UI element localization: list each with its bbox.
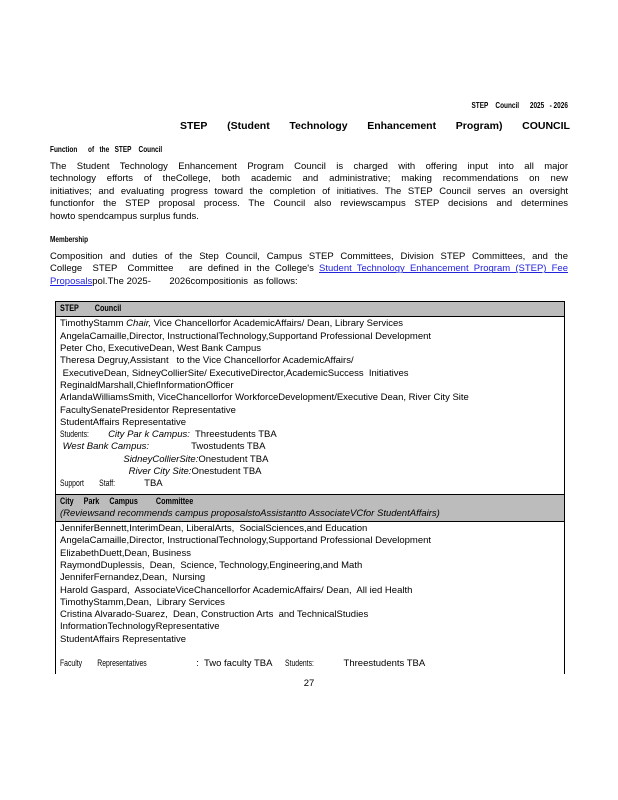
table-row [60,405,560,417]
text-segment: JenniferBennett,InterimDean, LiberalArts, SocialSciences,and Education [60,523,368,535]
page-number: 27 [303,678,315,689]
italic-segment: West Bank Campus: [62,441,150,453]
page-content [50,100,568,674]
table-row [60,597,560,609]
text-segment: ExecutiveDean, SidneyCollierSite/ ExecutiveDirector,AcademicSuccess Initiatives [60,367,409,379]
text-segment: Threestudents TBA [189,429,277,441]
text-segment [100,429,108,440]
function-paragraph [50,161,568,223]
table-row [60,572,560,584]
italic-segment: SidneyCollierSite: [123,453,199,465]
table-row [60,368,560,380]
text-segment: Twostudents TBA [149,441,266,453]
text-segment: Cristina Alvarado-Suarez, Dean, Construction Arts and TechnicalStudies [60,609,369,621]
table-row [60,392,560,404]
city-park-body [56,522,564,674]
text-segment: AngelaCamaille,Director, InstructionalTechnology,Supportand Professional Development [60,330,432,342]
city-park-header [56,494,564,522]
table-row [60,658,560,670]
text-segment: Harold Gaspard, AssociateViceChancellorfor AcademicAffairs/ Dean, All ied Health [60,584,413,596]
step-council-header [56,302,564,317]
table-row [60,331,560,343]
narrow-label: Support Staff: [60,478,116,490]
text-segment: Threestudents TBA [325,658,426,670]
title-word: Enhancement [367,120,437,132]
text-segment: Onestudent TBA [198,453,269,465]
text-segment: TimothyStamm,Dean, Library Services [60,596,225,608]
table-row [60,609,560,621]
table-row [60,548,560,560]
paragraph-line: howto spendcampus surplus funds. [50,210,199,222]
membership-paragraph [50,251,568,288]
table-row [60,454,560,466]
paragraph-line [50,263,568,275]
title-word: COUNCIL [522,120,570,132]
running-header [50,100,568,111]
narrow-label: Students: [285,658,315,670]
table-row [60,523,560,535]
table-row [60,621,560,633]
title-word: Technology [289,120,348,132]
text-segment [60,466,129,477]
text-segment: StudentAffairs Representative [60,416,187,428]
text-segment: JenniferFernandez,Dean, Nursing [60,572,206,584]
text-segment: ArlandaWilliamsSmith, ViceChancellorfor WorkforceDevelopment/Executive Dean, River City Site [60,392,469,404]
text-segment: Theresa Degruy,Assistant to the Vice Chancellorfor AcademicAffairs/ [60,355,354,367]
city-park-header-text: City Park Campus Committee [60,495,194,507]
italic-segment: City Par k Campus: [108,429,190,441]
table-row [60,429,560,441]
city-park-header-line [60,496,560,508]
table-row [60,646,560,658]
paragraph-line: functionfor the STEP proposal process. The Council also reviewscampus STEP decisions and determines [50,198,568,210]
title-word: STEP [180,120,208,132]
running-header-text: STEP Council 2025 - 2026 [471,100,568,110]
text-segment: ElizabethDuett,Dean, Business [60,547,191,559]
text-segment: Onestudent TBA [191,466,262,478]
table-row [60,318,560,330]
membership-table [55,301,565,673]
italic-segment: River City Site: [128,466,192,478]
paragraph-line: initiatives; and evaluating progress toward the completion of initiatives. The STEP Council serves an oversight [50,185,568,197]
page-title [180,120,570,132]
text-segment: Peter Cho, ExecutiveDean, West Bank Campus [60,343,262,355]
table-row [60,466,560,478]
paragraph-line: The Student Technology Enhancement Program Council is charged with offering input into all major [50,161,568,172]
text-segment: RaymondDuplessis, Dean, Science, Technology,Engineering,and Math [60,559,363,571]
title-word: (Student [227,120,270,132]
table-row [60,560,560,572]
paragraph-text: 2026compositionis as follows: [169,275,298,287]
text-segment: TimothyStamm [60,318,127,330]
narrow-label: Students: [60,429,89,441]
text-segment: StudentAffairs Representative [60,633,187,645]
paragraph-line: Composition and duties of the Step Council, Campus STEP Committees, Division STEP Committees, and the [50,251,568,263]
text-segment: InformationTechnologyRepresentative [60,621,220,633]
table-row [60,343,560,355]
step-council-header-text: STEP Council [60,303,122,315]
title-word: Program) [455,120,503,132]
paragraph-text: pol.The 2025- [92,275,170,287]
table-row [60,535,560,547]
table-row [60,478,560,490]
step-council-body [56,317,564,493]
text-segment: Vice Chancellorfor AcademicAffairs/ Dean, Library Services [151,318,404,330]
text-segment: TBA [136,478,163,490]
paragraph-text: College STEP Committee are defined in the College's [50,263,319,275]
table-row [60,441,560,453]
step-fee-proposals-link[interactable]: Proposals [50,275,93,287]
text-segment: ReginaldMarshall,ChiefInformationOfficer [60,379,234,391]
membership-heading [50,234,568,245]
table-row [60,634,560,646]
italic-segment: Chair, [126,318,151,330]
text-segment [60,646,63,657]
table-row [60,355,560,367]
function-heading [50,144,568,155]
table-row [60,585,560,597]
text-segment [60,454,123,465]
text-segment: FacultySenatePresidentor Representative [60,404,236,416]
paragraph-line [50,276,568,288]
paragraph-line: technology efforts of theCollege, both academic and administrative; making recommendations on new [50,173,568,185]
narrow-label: Faculty Representatives [60,658,147,670]
table-row [60,417,560,429]
text-segment: : Two faculty TBA [180,658,286,670]
step-fee-proposals-link[interactable]: Student Technology Enhancement Program (STEP) Fee [319,263,569,275]
membership-heading-text: Membership [50,234,89,245]
function-heading-text: Function of the STEP Council [50,144,163,154]
text-segment: AngelaCamaille,Director, InstructionalTechnology,Supportand Professional Development [60,535,432,547]
city-park-subheader: (Reviewsand recommends campus proposalstoAssistantto AssociateVCfor StudentAffairs) [60,507,440,519]
table-row [60,380,560,392]
